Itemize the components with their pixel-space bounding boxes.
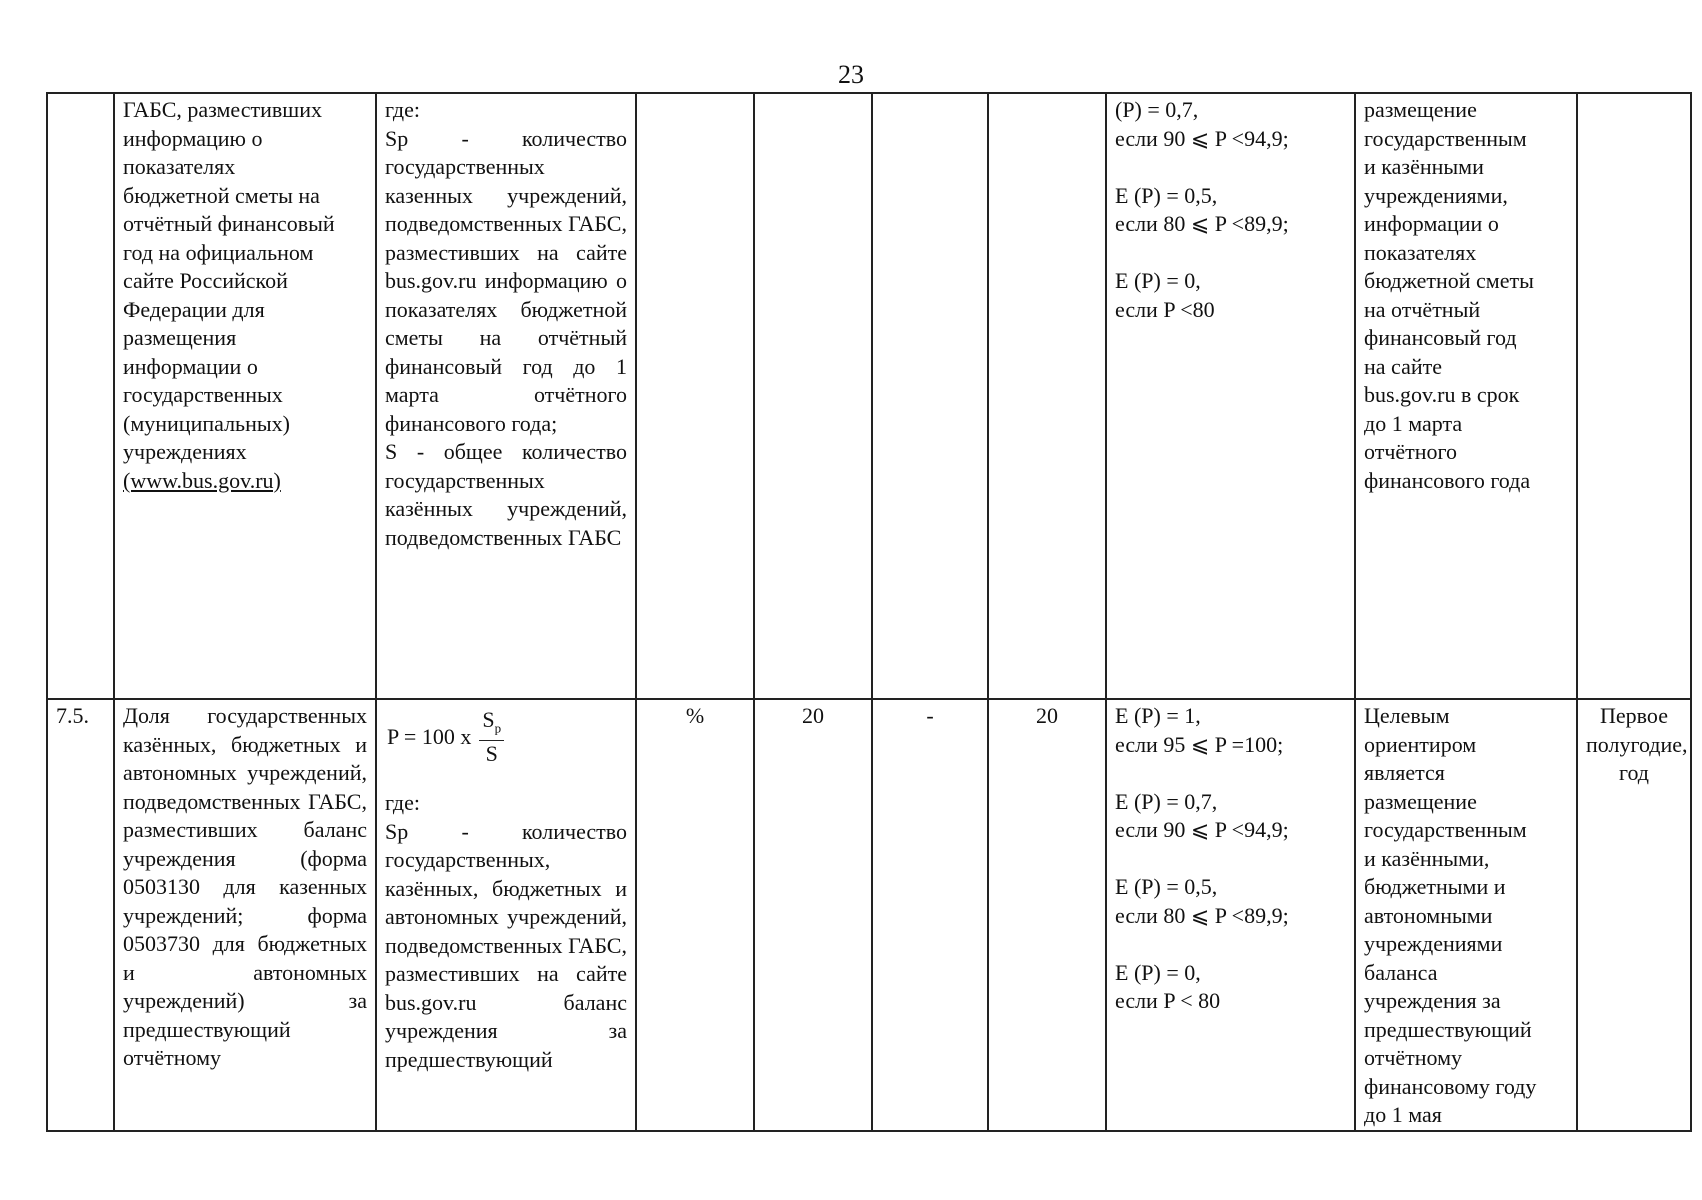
formula-fraction <box>479 708 504 767</box>
target-line: баланса <box>1364 959 1438 985</box>
scale-line: если 80 ⩽ P <89,9; <box>1115 902 1289 928</box>
formula-numerator-sub: p <box>494 720 502 736</box>
formula-line: Sp - количество государственных, казённых, бюджетных и автономных учреждений, подведомственных ГАБС, разместивших на сайте bus.gov.ru баланс учреждения за предшествующий <box>385 818 627 1072</box>
target-line: финансовому году <box>1364 1073 1537 1099</box>
table-row-7-5 <box>47 699 1691 1131</box>
target-line: до 1 мая <box>1364 1102 1442 1127</box>
indicator-text: Доля государственных казённых, бюджетных и автономных учреждений, подведомственных ГАБС, разместивших баланс учреждения (форма 0503130 для казенных учреждений; форма 0503730 для бюджетных и автономных учреждений) за предшествующий отчётному <box>123 703 367 1070</box>
scale-line: если 90 ⩽ P <94,9; <box>1115 817 1289 842</box>
table-row-continued <box>47 93 1691 699</box>
cell-number <box>47 93 114 699</box>
scale-line: E (P) = 1, <box>1115 703 1201 728</box>
cell-unit: % <box>636 699 754 1131</box>
scale-line: если 80 ⩽ P <89,9; <box>1115 211 1289 236</box>
indicator-line: показателях <box>123 154 236 179</box>
scale-text <box>1115 96 1346 324</box>
cell-indicator <box>114 93 376 699</box>
target-line: учреждения за <box>1364 988 1501 1013</box>
cell-scale <box>1106 93 1355 699</box>
cell-period: Первое полугодие, год <box>1577 699 1691 1131</box>
scale-line <box>1115 239 1346 268</box>
indicators-table <box>46 92 1692 1132</box>
target-line: бюджетными и <box>1364 874 1506 899</box>
scale-line <box>1115 759 1346 788</box>
scale-line <box>1115 930 1346 959</box>
cell-number: 7.5. <box>47 699 114 1131</box>
scale-text <box>1115 702 1346 1016</box>
target-line: бюджетной сметы <box>1364 268 1534 293</box>
target-line: финансового года <box>1364 467 1531 493</box>
indicator-line: отчётный финансовый <box>123 211 335 236</box>
indicator-line: информацию о <box>123 125 263 151</box>
formula-denominator: S <box>485 741 498 767</box>
target-line: bus.gov.ru в срок <box>1364 382 1520 407</box>
indicator-line: информации о <box>123 353 258 379</box>
target-text <box>1364 96 1568 495</box>
target-line: отчётному <box>1364 1045 1463 1070</box>
target-line: на отчётный <box>1364 296 1481 322</box>
cell-col4: 20 <box>754 699 872 1131</box>
indicator-line: государственных <box>123 382 283 407</box>
formula-lhs: P = 100 x <box>387 724 472 750</box>
scale-line: если P <80 <box>1115 296 1215 322</box>
scale-line: если 90 ⩽ P <94,9; <box>1115 125 1289 151</box>
target-line: и казёнными <box>1364 154 1484 179</box>
cell-formula <box>376 699 636 1131</box>
cell-period <box>1577 93 1691 699</box>
indicator-line: Федерации для <box>123 296 265 322</box>
cell-col5: - <box>872 699 988 1131</box>
cell-indicator <box>114 699 376 1131</box>
target-line: является <box>1364 760 1445 785</box>
formula-line: Sp - количество государственных казенных учреждений, подведомственных ГАБС, разместивших на сайте bus.gov.ru информацию о показателях бюджетной сметы на отчётный финансовый год до 1 марта отчётного финансового года; <box>385 125 627 436</box>
target-line: отчётного <box>1364 439 1458 464</box>
target-line: размещение <box>1364 788 1477 814</box>
formula-description <box>385 96 627 552</box>
indicator-line: учреждениях <box>123 439 247 464</box>
target-line: и казёнными, <box>1364 845 1490 871</box>
cell-col6: 20 <box>988 699 1106 1131</box>
page-number: 23 <box>838 60 864 89</box>
formula-description <box>385 789 627 1074</box>
scale-line: E (P) = 0,5, <box>1115 182 1218 208</box>
cell-scale <box>1106 699 1355 1131</box>
indicator-line: (муниципальных) <box>123 410 290 436</box>
cell-unit <box>636 93 754 699</box>
scale-line: (P) = 0,7, <box>1115 97 1199 122</box>
formula-numerator: S <box>482 707 495 732</box>
indicator-text <box>123 96 367 467</box>
scale-line: E (P) = 0, <box>1115 959 1201 985</box>
scale-line: E (P) = 0,5, <box>1115 874 1218 899</box>
formula-line: S - общее количество государственных казённых учреждений, подведомственных ГАБС <box>385 439 627 550</box>
indicator-line: ГАБС, разместивших <box>123 97 322 122</box>
target-line: Целевым <box>1364 703 1450 728</box>
target-text <box>1364 702 1568 1130</box>
target-line: государственным <box>1364 817 1527 842</box>
target-line: размещение <box>1364 97 1477 122</box>
target-line: показателях <box>1364 239 1477 265</box>
cell-formula <box>376 93 636 699</box>
scale-line <box>1115 845 1346 874</box>
scale-line: если P < 80 <box>1115 988 1221 1013</box>
scale-line: E (P) = 0,7, <box>1115 788 1218 814</box>
indicator-line: сайте Российской <box>123 268 288 293</box>
formula-line: где: <box>385 97 420 122</box>
cell-col6 <box>988 93 1106 699</box>
target-line: ориентиром <box>1364 731 1477 757</box>
formula-line: где: <box>385 790 420 816</box>
target-line: автономными <box>1364 902 1493 928</box>
target-line: финансовый год <box>1364 325 1517 350</box>
target-line: до 1 марта <box>1364 410 1463 436</box>
target-line: на сайте <box>1364 353 1442 379</box>
indicator-line: размещения <box>123 325 237 350</box>
cell-target <box>1355 93 1577 699</box>
indicator-line: бюджетной сметы на <box>123 182 320 208</box>
indicator-line: год на официальном <box>123 239 314 265</box>
cell-col4 <box>754 93 872 699</box>
cell-col5 <box>872 93 988 699</box>
cell-target <box>1355 699 1577 1131</box>
bus-gov-link[interactable]: (www.bus.gov.ru) <box>123 467 281 493</box>
target-line: учреждениями <box>1364 931 1503 956</box>
formula <box>387 708 627 767</box>
scale-line: если 95 ⩽ P =100; <box>1115 731 1284 757</box>
scale-line <box>1115 153 1346 182</box>
scale-line: E (P) = 0, <box>1115 268 1201 293</box>
target-line: государственным <box>1364 125 1527 151</box>
target-line: учреждениями, <box>1364 182 1508 208</box>
target-line: предшествующий <box>1364 1016 1532 1042</box>
target-line: информации о <box>1364 211 1499 236</box>
